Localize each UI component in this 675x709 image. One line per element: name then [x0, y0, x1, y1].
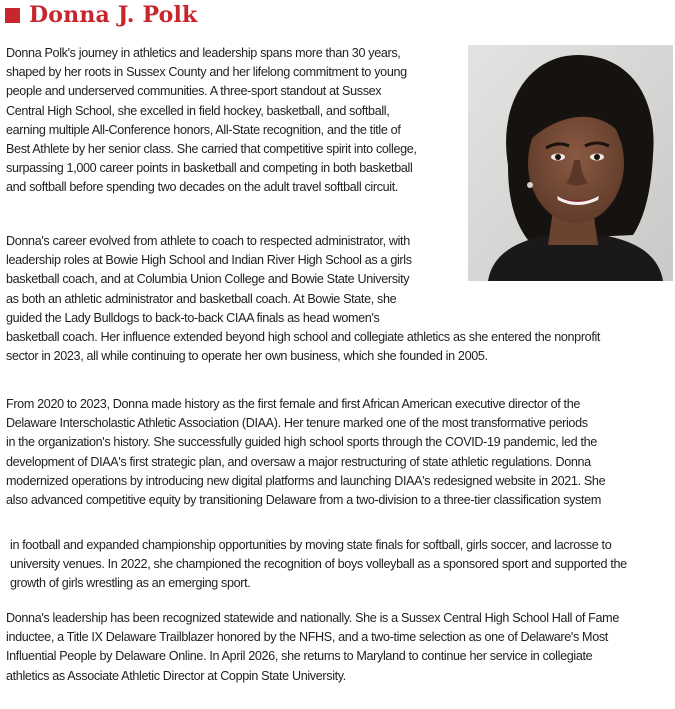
paragraph-line: sector in 2023, all while continuing to operate her own business, which she founded in 2005.	[6, 349, 488, 364]
paragraph-line: people and underserved communities. A three-sport standout at Sussex	[6, 84, 382, 99]
paragraph-line: Donna's leadership has been recognized statewide and nationally. She is a Sussex Central High School Hall of Fame	[6, 611, 619, 625]
paragraph-line: guided the Lady Bulldogs to back-to-back CIAA finals as head women's	[6, 310, 380, 325]
paragraph-line: inductee, a Title IX Delaware Trailblazer honored by the NFHS, and a two-time selection as one of Delaware's Most	[6, 630, 608, 645]
paragraph-line: Influential People by Delaware Online. In April 2026, she returns to Maryland to continue her service in collegiate	[6, 649, 593, 664]
page-title-row	[5, 0, 198, 30]
paragraph-line: Donna Polk's journey in athletics and leadership spans more than 30 years,	[6, 46, 401, 60]
paragraph-line: earning multiple All-Conference honors, All-State recognition, and the title of	[6, 122, 401, 137]
paragraph-3	[6, 395, 605, 510]
page-title: Donna J. Polk	[29, 2, 198, 28]
paragraph-line: Donna's career evolved from athlete to coach to respected administrator, with	[6, 234, 410, 248]
paragraph-line: shaped by her roots in Sussex County and her lifelong commitment to young	[6, 65, 407, 80]
paragraph-line: Central High School, she excelled in field hockey, basketball, and softball,	[6, 103, 390, 118]
paragraph-line: as both an athletic administrator and basketball coach. At Bowie State, she	[6, 291, 397, 306]
paragraph-line: modernized operations by introducing new digital platforms and launching DIAA's redesigned website in 2021. She	[6, 473, 606, 488]
paragraph-line: in football and expanded championship opportunities by moving state finals for softball, girls soccer, and lacrosse to	[10, 538, 612, 552]
paragraph-line: From 2020 to 2023, Donna made history as the first female and first African American executive director of the	[6, 397, 581, 411]
paragraph-line: surpassing 1,000 career points in basketball and competing in both basketball	[6, 161, 413, 176]
paragraph-1	[6, 44, 417, 198]
paragraph-line: athletics as Associate Athletic Director at Coppin State University.	[6, 668, 346, 683]
paragraph-line: also advanced competitive equity by transitioning Delaware from a two-division to a three-tier classification system	[6, 493, 601, 508]
paragraph-4	[10, 536, 627, 594]
paragraph-line: Delaware Interscholastic Athletic Association (DIAA). Her tenure marked one of the most transformative periods	[6, 416, 588, 431]
paragraph-5	[6, 609, 619, 686]
paragraph-line: leadership roles at Bowie High School and Indian River High School as a girls	[6, 253, 412, 268]
paragraph-line: university venues. In 2022, she championed the recognition of boys volleyball as a sponsored sport and supported the	[10, 557, 627, 572]
title-square-icon	[5, 8, 20, 23]
paragraph-line: development of DIAA's first strategic plan, and oversaw a major restructuring of state athletic regulations. Donna	[6, 454, 591, 469]
paragraph-line: in the organization's history. She successfully guided high school sports through the COVID-19 pandemic, led the	[6, 435, 597, 450]
paragraph-2	[6, 232, 600, 366]
paragraph-line: basketball coach. Her influence extended beyond high school and collegiate athletics as she entered the nonprofit	[6, 330, 601, 345]
paragraph-line: Best Athlete by her senior class. She carried that competitive spirit into college,	[6, 142, 417, 157]
paragraph-line: basketball coach, and at Columbia Union College and Bowie State University	[6, 272, 410, 287]
paragraph-line: growth of girls wrestling as an emerging sport.	[10, 576, 251, 591]
paragraph-line: and softball before spending two decades on the adult travel softball circuit.	[6, 180, 399, 195]
